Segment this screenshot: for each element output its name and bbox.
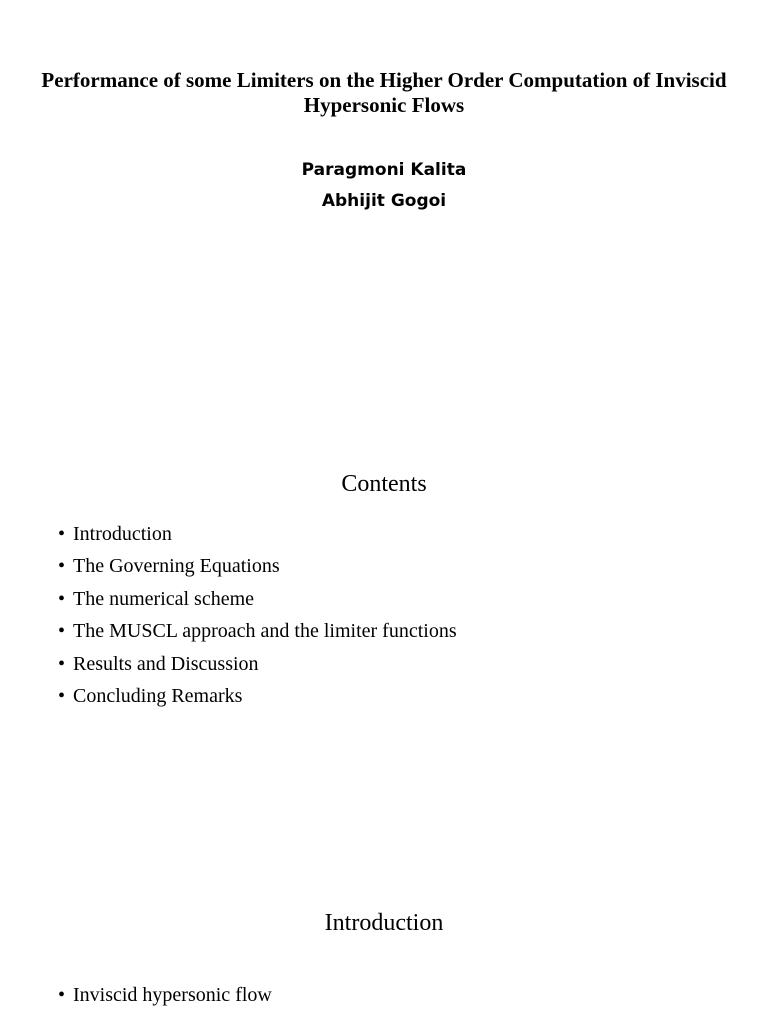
author-name: Abhijit Gogoi	[321, 191, 447, 211]
title-slide	[0, 0, 768, 430]
contents-item: • Results and Discussion	[58, 648, 457, 680]
contents-item: • The MUSCL approach and the limiter functions	[58, 615, 457, 647]
contents-heading: Contents	[341, 471, 427, 497]
introduction-heading: Introduction	[324, 910, 444, 936]
presentation-title: Performance of some Limiters on the Higher Order Computation of Inviscid Hypersonic Flows	[41, 68, 727, 117]
contents-item: • The Governing Equations	[58, 550, 457, 582]
introduction-item: • Inviscid hypersonic flow	[58, 979, 272, 1011]
introduction-list	[58, 979, 272, 1011]
contents-item: • Introduction	[58, 518, 457, 550]
contents-list	[58, 518, 457, 712]
contents-item: • Concluding Remarks	[58, 680, 457, 712]
author-name: Paragmoni Kalita	[301, 160, 467, 180]
contents-item: • The numerical scheme	[58, 583, 457, 615]
